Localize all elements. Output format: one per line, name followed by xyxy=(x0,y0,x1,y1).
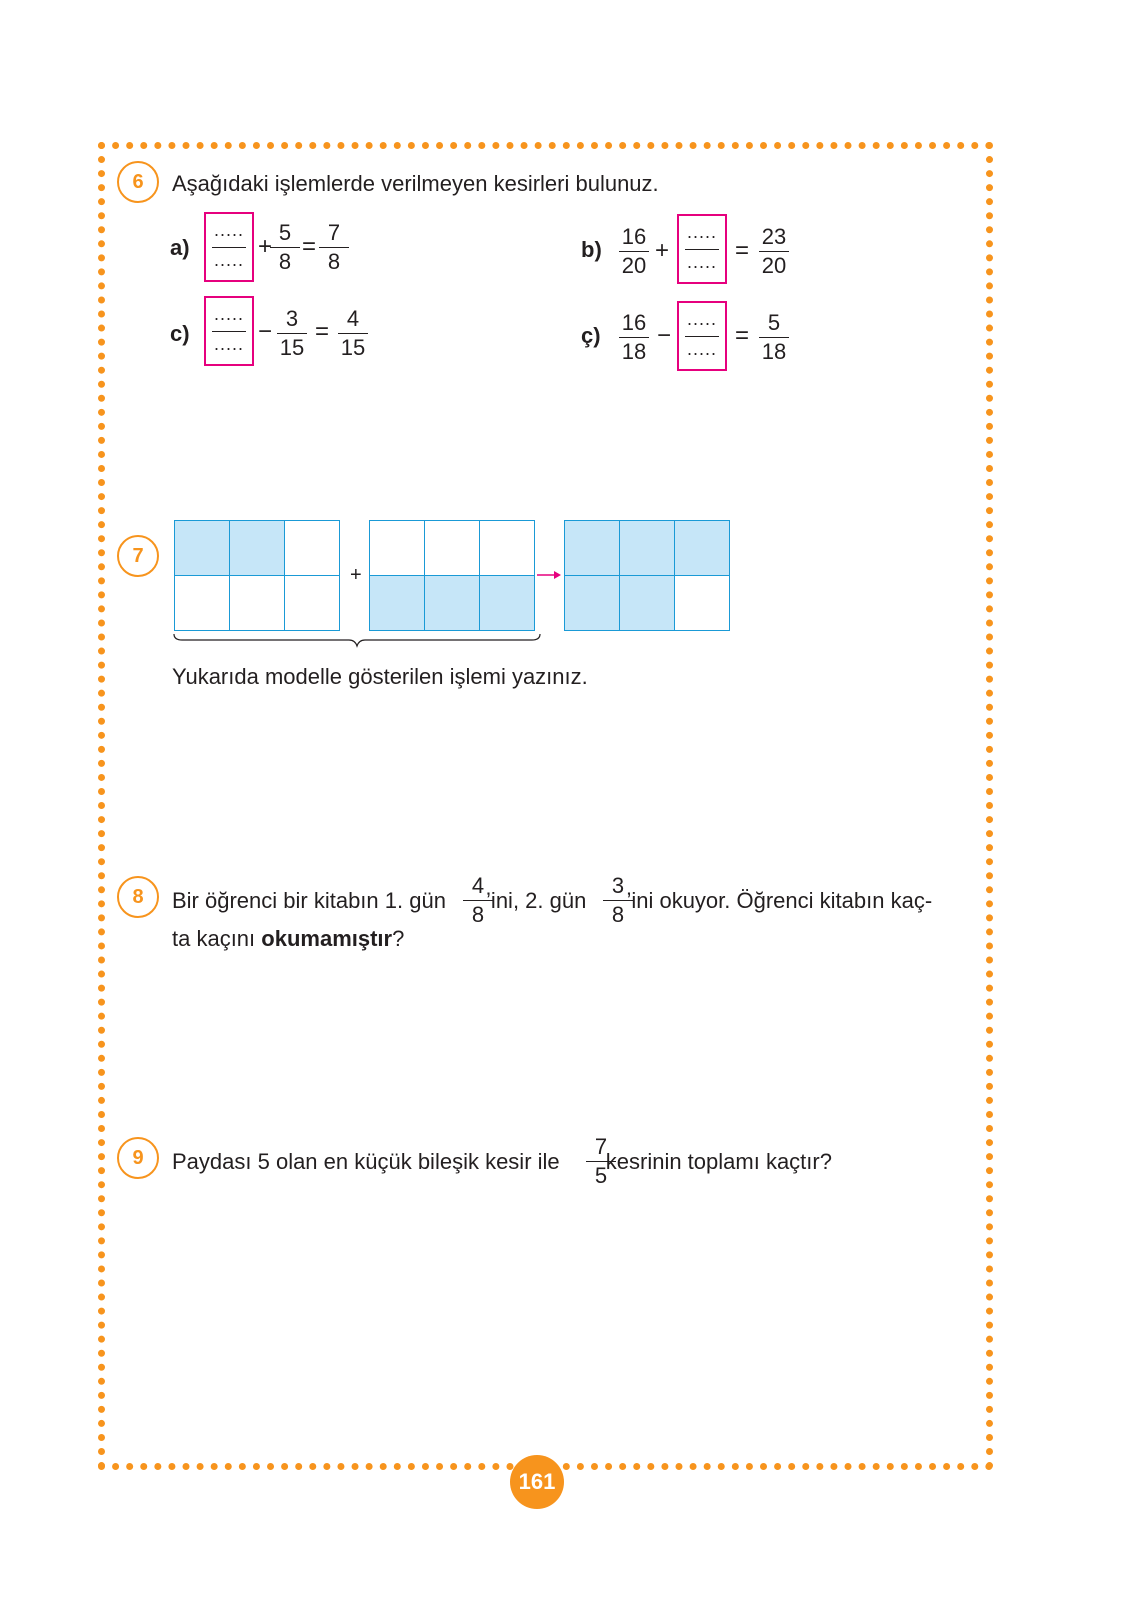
q9-part2: kesrinin toplamı kaçtır? xyxy=(605,1149,832,1174)
numerator: 7 xyxy=(594,1134,608,1159)
arrow-right-icon xyxy=(536,568,562,582)
grid-cell xyxy=(480,521,535,576)
model-grid-result xyxy=(564,520,730,631)
grid-cell-shaded xyxy=(370,576,425,631)
numerator: 5 xyxy=(767,310,781,335)
model-grid-first xyxy=(174,520,340,631)
q6c-blank-box[interactable] xyxy=(204,296,254,366)
question-9-number: 9 xyxy=(117,1137,159,1179)
curly-brace-icon xyxy=(172,632,542,648)
numerator: 7 xyxy=(327,220,341,245)
page-number: 161 xyxy=(510,1455,564,1509)
fraction-bar xyxy=(685,249,719,250)
blank-numerator: ..... xyxy=(213,220,244,240)
question-8-number: 8 xyxy=(117,876,159,918)
denominator: 8 xyxy=(611,902,625,927)
blank-denominator: ..... xyxy=(686,252,717,272)
numerator: 4 xyxy=(471,873,485,898)
q8-fraction-2 xyxy=(601,872,635,929)
q6c-fraction xyxy=(275,305,309,362)
numerator: 5 xyxy=(278,220,292,245)
question-8-text xyxy=(172,888,932,914)
q8-part1: Bir öğrenci bir kitabın 1. gün xyxy=(172,888,453,913)
fraction-bar xyxy=(212,247,246,248)
grid-cell-shaded xyxy=(620,521,675,576)
q9-part1: Paydası 5 olan en küçük bileşik kesir ile xyxy=(172,1149,566,1174)
q6c-label: c) xyxy=(170,321,190,346)
q6b-result xyxy=(757,223,791,280)
model-grid-second xyxy=(369,520,535,631)
q6d-blank-box[interactable] xyxy=(677,301,727,371)
q6d-operator: − xyxy=(657,322,672,349)
blank-numerator: ..... xyxy=(686,309,717,329)
question-9-text xyxy=(172,1149,832,1175)
grid-cell-shaded xyxy=(565,576,620,631)
denominator: 8 xyxy=(327,249,341,274)
q6b-blank-box[interactable] xyxy=(677,214,727,284)
numerator: 16 xyxy=(621,224,647,249)
question-6-instruction: Aşağıdaki işlemlerde verilmeyen kesirleri bulunuz. xyxy=(172,171,659,196)
grid-cell xyxy=(175,576,230,631)
denominator: 8 xyxy=(278,249,292,274)
q8-part2: ’ini, 2. gün xyxy=(486,888,593,913)
question-7-instruction: Yukarıda modelle gösterilen işlemi yazınız. xyxy=(172,664,588,689)
grid-cell xyxy=(285,576,340,631)
q6d-fraction xyxy=(617,309,651,366)
q9-fraction xyxy=(584,1133,618,1190)
grid-cell-shaded xyxy=(175,521,230,576)
q6d-equals: = xyxy=(735,322,750,349)
q6a-label: a) xyxy=(170,235,190,260)
q6b-label: b) xyxy=(581,237,602,262)
denominator: 18 xyxy=(621,339,647,364)
fraction-bar xyxy=(212,331,246,332)
q6b-operator: + xyxy=(655,237,670,264)
q6c-equals: = xyxy=(315,318,330,345)
denominator: 20 xyxy=(621,253,647,278)
denominator: 5 xyxy=(594,1163,608,1188)
q6a-blank-box[interactable] xyxy=(204,212,254,282)
question-6-number: 6 xyxy=(117,161,159,203)
denominator: 18 xyxy=(761,339,787,364)
blank-numerator: ..... xyxy=(686,222,717,242)
grid-cell-shaded xyxy=(480,576,535,631)
q8-line2a: ta kaçını xyxy=(172,926,262,951)
q8-fraction-1 xyxy=(461,872,495,929)
numerator: 3 xyxy=(285,306,299,331)
numerator: 16 xyxy=(621,310,647,335)
q7-plus: + xyxy=(350,564,362,586)
grid-cell xyxy=(370,521,425,576)
fraction-bar xyxy=(685,336,719,337)
denominator: 20 xyxy=(761,253,787,278)
denominator: 8 xyxy=(471,902,485,927)
q6b-equals: = xyxy=(735,237,750,264)
q6d-label: ç) xyxy=(581,323,601,348)
grid-cell xyxy=(230,576,285,631)
grid-cell-shaded xyxy=(425,576,480,631)
blank-denominator: ..... xyxy=(213,334,244,354)
blank-denominator: ..... xyxy=(213,250,244,270)
q6b-fraction xyxy=(617,223,651,280)
q6c-result xyxy=(336,305,370,362)
grid-cell xyxy=(285,521,340,576)
q6c-operator: − xyxy=(258,318,273,345)
grid-cell-shaded xyxy=(565,521,620,576)
numerator: 23 xyxy=(761,224,787,249)
blank-denominator: ..... xyxy=(686,339,717,359)
q8-line2b: ? xyxy=(392,926,405,951)
grid-cell-shaded xyxy=(620,576,675,631)
denominator: 15 xyxy=(279,335,305,360)
q8-bold-word: okumamıştır xyxy=(261,926,393,951)
grid-cell xyxy=(675,576,730,631)
question-8-line2 xyxy=(172,926,404,952)
numerator: 3 xyxy=(611,873,625,898)
q6d-result xyxy=(757,309,791,366)
q6a-operator: + xyxy=(258,233,273,260)
grid-cell-shaded xyxy=(675,521,730,576)
question-7-number: 7 xyxy=(117,535,159,577)
grid-cell xyxy=(425,521,480,576)
blank-numerator: ..... xyxy=(213,304,244,324)
denominator: 15 xyxy=(340,335,366,360)
numerator: 4 xyxy=(346,306,360,331)
q6a-equals: = xyxy=(302,233,317,260)
grid-cell-shaded xyxy=(230,521,285,576)
q6a-result xyxy=(317,219,351,276)
q6a-fraction xyxy=(268,219,302,276)
q8-part3: ’ini okuyor. Öğrenci kitabın kaç- xyxy=(626,888,933,913)
